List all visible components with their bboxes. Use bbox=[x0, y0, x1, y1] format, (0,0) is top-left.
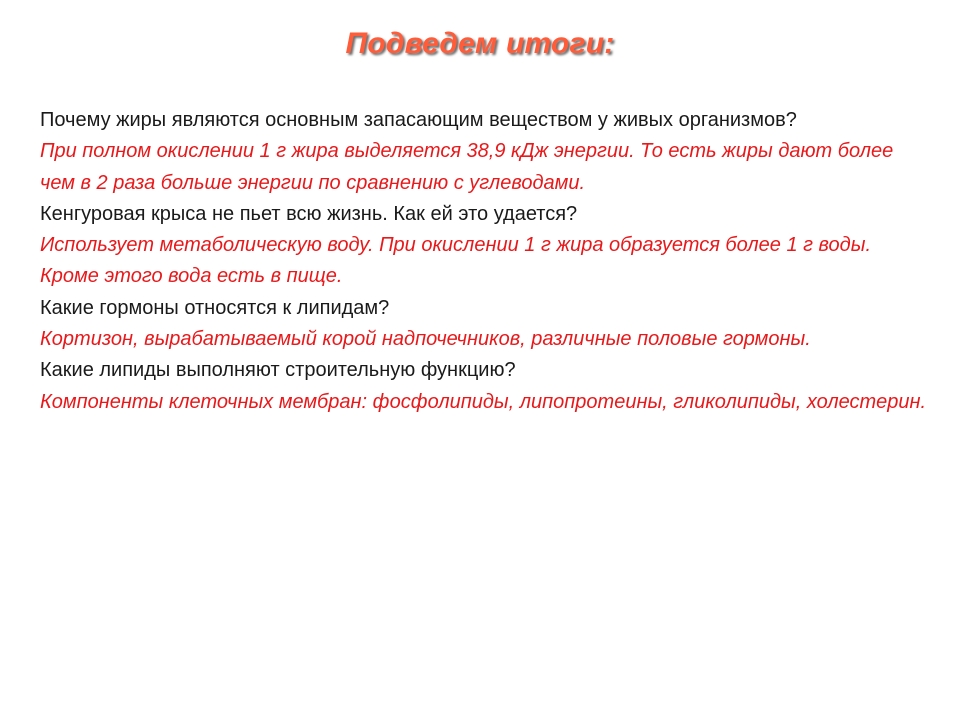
question-3: Какие гормоны относятся к липидам? bbox=[40, 296, 390, 319]
question-1: Почему жиры являются основным запасающим веществом у живых организмов? bbox=[40, 109, 797, 131]
slide-title: Подведем итоги: bbox=[345, 27, 615, 60]
question-2: Кенгуровая крыса не пьет всю жизнь. Как ей это удается? bbox=[40, 202, 578, 225]
question-4: Какие липиды выполняют строительную функцию? bbox=[40, 359, 516, 382]
answer-2: Использует метаболическую воду. При окислении 1 г жира образуется более 1 г воды. Кроме этого вода есть в пище. bbox=[40, 234, 871, 288]
answer-4: Компоненты клеточных мембран: фосфолипиды, липопротеины, гликолипиды, холестерин. bbox=[40, 390, 927, 413]
slide-content bbox=[40, 105, 930, 418]
answer-3: Кортизон, вырабатываемый корой надпочечников, различные половые гормоны. bbox=[40, 328, 811, 351]
answer-1: При полном окислении 1 г жира выделяется 38,9 кДж энергии. То есть жиры дают более чем в 2 раза больше энергии по сравнению с углеводами. bbox=[40, 140, 894, 194]
